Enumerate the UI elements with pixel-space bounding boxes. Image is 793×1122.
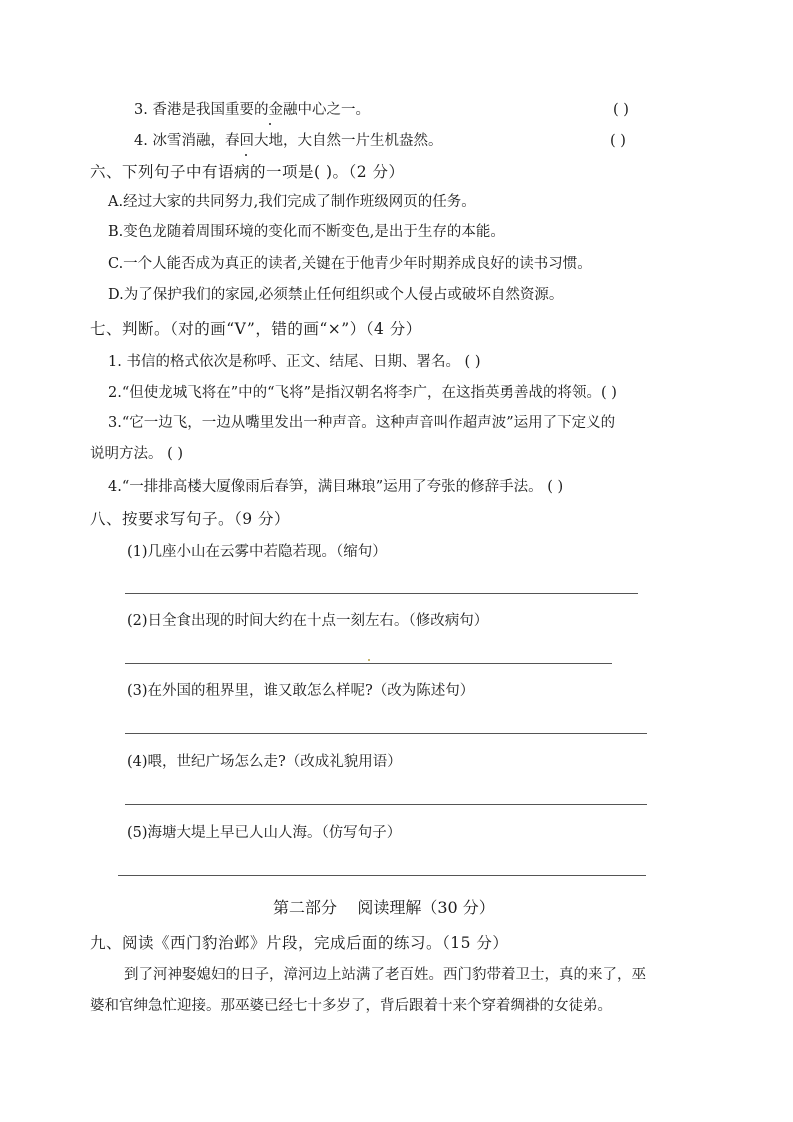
s6-title: 六、下列句子中有语病的一项是( )。（2 分）: [90, 163, 405, 181]
s7-item3-line2: 说明方法。 ( ): [90, 446, 184, 462]
s8-title: 八、按要求写句子。（9 分）: [90, 510, 291, 528]
s7-item3-line1: 3.“它一边飞，一边从嘴里发出一种声音。这种声音叫作超声波”运用了下定义的: [108, 415, 616, 431]
s8-answer-line-4[interactable]: [125, 804, 647, 805]
s9-paragraph-line2: 婆和官绅急忙迎接。那巫婆已经七十多岁了，背后跟着十来个穿着绸褂的女徒弟。: [90, 998, 612, 1014]
s6-option-c: C.一个人能否成为真正的读者,关键在于他青少年时期养成良好的读书习惯。: [108, 256, 592, 272]
s8-answer-line-5[interactable]: [118, 875, 646, 876]
stray-mark: [368, 659, 370, 661]
s8-item5: (5)海塘大堤上早已人山人海。（仿写句子）: [127, 825, 402, 841]
emphasis-dot: [245, 154, 247, 156]
s7-item4: 4.“一排排高楼大厦像雨后春笋，满目琳琅”运用了夸张的修辞手法。 ( ): [108, 479, 564, 495]
s5-item3-text: 3. 香港是我国重要的金融中心之一。: [134, 102, 370, 118]
s8-answer-line-1[interactable]: [125, 593, 638, 594]
s8-item3: (3)在外国的租界里，谁又敢怎么样呢?（改为陈述句）: [127, 683, 475, 699]
s6-option-a: A.经过大家的共同努力,我们完成了制作班级网页的任务。: [108, 194, 476, 210]
s5-item4-answer-paren[interactable]: ( ): [610, 133, 626, 149]
s6-option-d: D.为了保护我们的家园,必须禁止任何组织或个人侵占或破坏自然资源。: [108, 287, 564, 303]
s7-item1: 1. 书信的格式依次是称呼、正文、结尾、日期、署名。 ( ): [108, 354, 481, 370]
s8-answer-line-3[interactable]: [125, 733, 647, 734]
s8-item2: (2)日全食出现的时间大约在十点一刻左右。（修改病句）: [127, 613, 489, 629]
s6-option-b: B.变色龙随着周围环境的变化而不断变色,是出于生存的本能。: [108, 224, 505, 240]
s8-answer-line-2[interactable]: [125, 663, 612, 664]
s5-item3-answer-paren[interactable]: ( ): [613, 102, 629, 118]
part2-title: 第二部分 阅读理解（30 分）: [273, 898, 495, 917]
emphasis-dot: [269, 123, 271, 125]
s8-item1: (1)几座小山在云雾中若隐若现。（缩句）: [127, 544, 387, 560]
s9-paragraph-line1: 到了河神娶媳妇的日子，漳河边上站满了老百姓。西门豹带着卫士，真的来了，巫: [124, 967, 646, 983]
s7-item2: 2.“但使龙城飞将在”中的“飞将”是指汉朝名将李广，在这指英勇善战的将领。( ): [108, 385, 617, 401]
s9-title: 九、阅读《西门豹治邺》片段，完成后面的练习。（15 分）: [90, 934, 509, 952]
s7-title: 七、判断。（对的画“V”，错的画“×”）（4 分）: [90, 320, 422, 338]
s8-item4: (4)喂，世纪广场怎么走?（改成礼貌用语）: [127, 754, 402, 770]
s5-item4-text: 4. 冰雪消融，春回大地，大自然一片生机盎然。: [134, 133, 443, 149]
